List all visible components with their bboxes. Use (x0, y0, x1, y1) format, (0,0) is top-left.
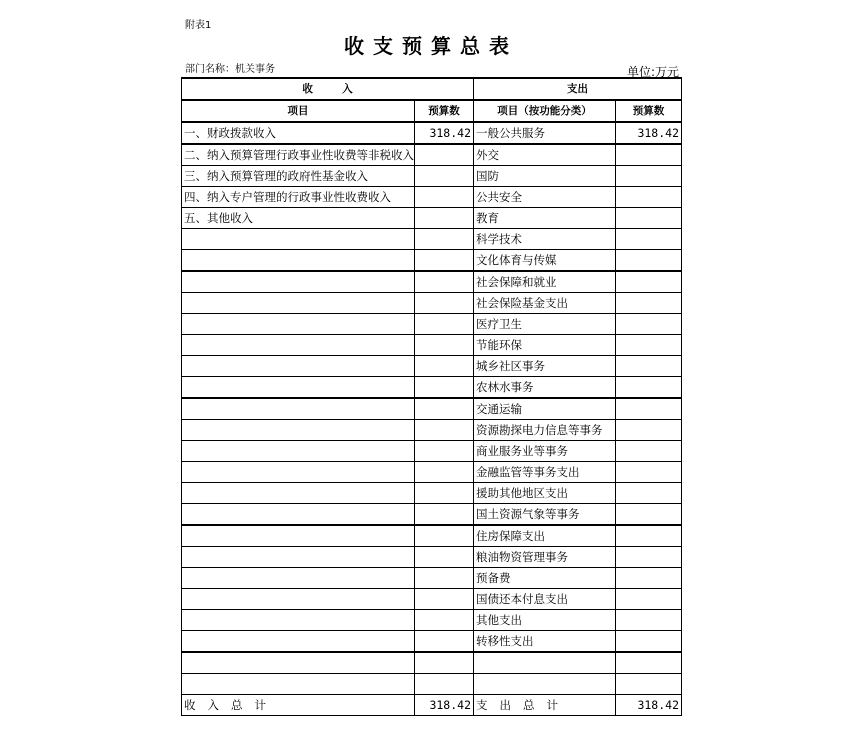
income-item-cell (182, 314, 415, 335)
table-row (182, 398, 682, 420)
income-value-cell (415, 504, 474, 526)
income-value-cell (415, 547, 474, 568)
expense-value-cell (616, 335, 682, 356)
header-row-group (182, 78, 682, 100)
budget-table (181, 77, 682, 716)
table-row (182, 122, 682, 144)
table-row (182, 229, 682, 250)
table-row (182, 420, 682, 441)
income-item-header: 项目 (182, 100, 415, 122)
expense-value-cell (616, 525, 682, 547)
table-row (182, 271, 682, 293)
table-row (182, 631, 682, 653)
table-row (182, 547, 682, 568)
income-item-cell (182, 271, 415, 293)
income-item-cell (182, 631, 415, 653)
expense-value-cell (616, 250, 682, 272)
income-value-cell (415, 314, 474, 335)
income-value-cell (415, 462, 474, 483)
income-value-cell (415, 335, 474, 356)
income-item-cell (182, 229, 415, 250)
expense-value-cell (616, 398, 682, 420)
expense-value-cell (616, 652, 682, 674)
expense-value-cell (616, 674, 682, 695)
income-item-cell (182, 674, 415, 695)
expense-item-cell: 资源勘探电力信息等事务 (474, 420, 616, 441)
expense-value-cell (616, 462, 682, 483)
income-value-cell (415, 398, 474, 420)
income-value-cell (415, 293, 474, 314)
table-row (182, 525, 682, 547)
expense-item-cell: 国土资源气象等事务 (474, 504, 616, 526)
income-item-cell (182, 525, 415, 547)
expense-item-cell: 国防 (474, 166, 616, 187)
expense-item-cell: 公共安全 (474, 187, 616, 208)
table-row (182, 335, 682, 356)
expense-value-cell (616, 420, 682, 441)
expense-value-cell (616, 483, 682, 504)
expense-item-header: 项目（按功能分类） (474, 100, 616, 122)
income-value-cell (415, 483, 474, 504)
page-title: 收支预算总表 (344, 34, 518, 58)
income-item-cell (182, 377, 415, 399)
expense-item-cell: 国债还本付息支出 (474, 589, 616, 610)
expense-item-cell (474, 674, 616, 695)
income-value-cell (415, 166, 474, 187)
expense-total-value: 318.42 (616, 695, 682, 716)
expense-item-cell: 农林水事务 (474, 377, 616, 399)
income-total-value: 318.42 (415, 695, 474, 716)
expense-item-cell: 交通运输 (474, 398, 616, 420)
income-item-cell (182, 589, 415, 610)
total-row (182, 695, 682, 716)
expense-item-cell: 教育 (474, 208, 616, 229)
expense-item-cell: 社会保障和就业 (474, 271, 616, 293)
income-item-cell (182, 610, 415, 631)
expense-header: 支出 (474, 78, 682, 100)
table-row (182, 589, 682, 610)
income-value-cell (415, 610, 474, 631)
income-value-cell (415, 271, 474, 293)
income-item-cell: 五、其他收入 (182, 208, 415, 229)
expense-value-cell (616, 441, 682, 462)
table-row (182, 314, 682, 335)
expense-value-cell (616, 610, 682, 631)
expense-item-cell: 医疗卫生 (474, 314, 616, 335)
expense-item-cell: 文化体育与传媒 (474, 250, 616, 272)
table-row (182, 377, 682, 399)
table-row (182, 568, 682, 589)
expense-budget-header: 预算数 (616, 100, 682, 122)
expense-value-cell (616, 356, 682, 377)
income-value-cell (415, 250, 474, 272)
income-item-cell (182, 398, 415, 420)
expense-item-cell: 援助其他地区支出 (474, 483, 616, 504)
table-row (182, 441, 682, 462)
income-item-cell (182, 483, 415, 504)
expense-item-cell: 城乡社区事务 (474, 356, 616, 377)
expense-item-cell: 粮油物资管理事务 (474, 547, 616, 568)
income-header: 收 入 (182, 78, 474, 100)
income-value-cell (415, 420, 474, 441)
expense-item-cell: 其他支出 (474, 610, 616, 631)
expense-item-cell: 社会保险基金支出 (474, 293, 616, 314)
expense-value-cell (616, 144, 682, 166)
income-value-cell (415, 525, 474, 547)
department-label: 部门名称：机关事务 (185, 64, 275, 75)
income-value-cell (415, 568, 474, 589)
expense-value-cell (616, 314, 682, 335)
table-row (182, 250, 682, 272)
expense-value-cell (616, 631, 682, 653)
expense-item-cell: 转移性支出 (474, 631, 616, 653)
expense-value-cell (616, 229, 682, 250)
income-value-cell (415, 208, 474, 229)
income-item-cell (182, 356, 415, 377)
income-value-cell (415, 377, 474, 399)
expense-item-cell: 外交 (474, 144, 616, 166)
income-item-cell (182, 250, 415, 272)
income-item-cell (182, 441, 415, 462)
table-row (182, 483, 682, 504)
expense-item-cell: 金融监管等事务支出 (474, 462, 616, 483)
income-item-cell (182, 420, 415, 441)
expense-value-cell (616, 293, 682, 314)
income-value-cell (415, 589, 474, 610)
table-row (182, 208, 682, 229)
income-item-cell (182, 293, 415, 314)
expense-value-cell (616, 568, 682, 589)
expense-item-cell: 一般公共服务 (474, 122, 616, 144)
income-value-cell (415, 441, 474, 462)
expense-value-cell (616, 504, 682, 526)
expense-item-cell: 商业服务业等事务 (474, 441, 616, 462)
unit-label: 单位:万元 (626, 65, 679, 79)
income-item-cell (182, 547, 415, 568)
table-row (182, 652, 682, 674)
income-value-cell (415, 674, 474, 695)
income-item-cell (182, 652, 415, 674)
expense-item-cell: 科学技术 (474, 229, 616, 250)
income-item-cell: 三、纳入预算管理的政府性基金收入 (182, 166, 415, 187)
expense-item-cell: 预备费 (474, 568, 616, 589)
income-value-cell (415, 631, 474, 653)
income-item-cell (182, 504, 415, 526)
header-row-columns (182, 100, 682, 122)
income-item-cell (182, 568, 415, 589)
table-row (182, 462, 682, 483)
income-budget-header: 预算数 (415, 100, 474, 122)
expense-value-cell (616, 208, 682, 229)
attachment-label: 附表1 (185, 20, 212, 31)
expense-value-cell (616, 271, 682, 293)
table-row (182, 610, 682, 631)
income-item-cell: 二、纳入预算管理行政事业性收费等非税收入 (182, 144, 415, 166)
expense-value-cell (616, 187, 682, 208)
table-row (182, 674, 682, 695)
table-row (182, 166, 682, 187)
income-item-cell: 一、财政拨款收入 (182, 122, 415, 144)
expense-value-cell (616, 377, 682, 399)
expense-item-cell (474, 652, 616, 674)
expense-value-cell: 318.42 (616, 122, 682, 144)
income-value-cell (415, 187, 474, 208)
table-row (182, 187, 682, 208)
expense-item-cell: 节能环保 (474, 335, 616, 356)
expense-item-cell: 住房保障支出 (474, 525, 616, 547)
expense-value-cell (616, 589, 682, 610)
income-value-cell: 318.42 (415, 122, 474, 144)
table-row (182, 144, 682, 166)
table-row (182, 504, 682, 526)
income-value-cell (415, 229, 474, 250)
income-total-label: 收入总计 (182, 695, 415, 716)
expense-total-label: 支出总计 (474, 695, 616, 716)
table-row (182, 356, 682, 377)
income-value-cell (415, 356, 474, 377)
table-body (182, 122, 682, 695)
income-item-cell (182, 462, 415, 483)
income-item-cell: 四、纳入专户管理的行政事业性收费收入 (182, 187, 415, 208)
expense-value-cell (616, 547, 682, 568)
income-item-cell (182, 335, 415, 356)
table-row (182, 293, 682, 314)
expense-value-cell (616, 166, 682, 187)
income-value-cell (415, 144, 474, 166)
income-value-cell (415, 652, 474, 674)
